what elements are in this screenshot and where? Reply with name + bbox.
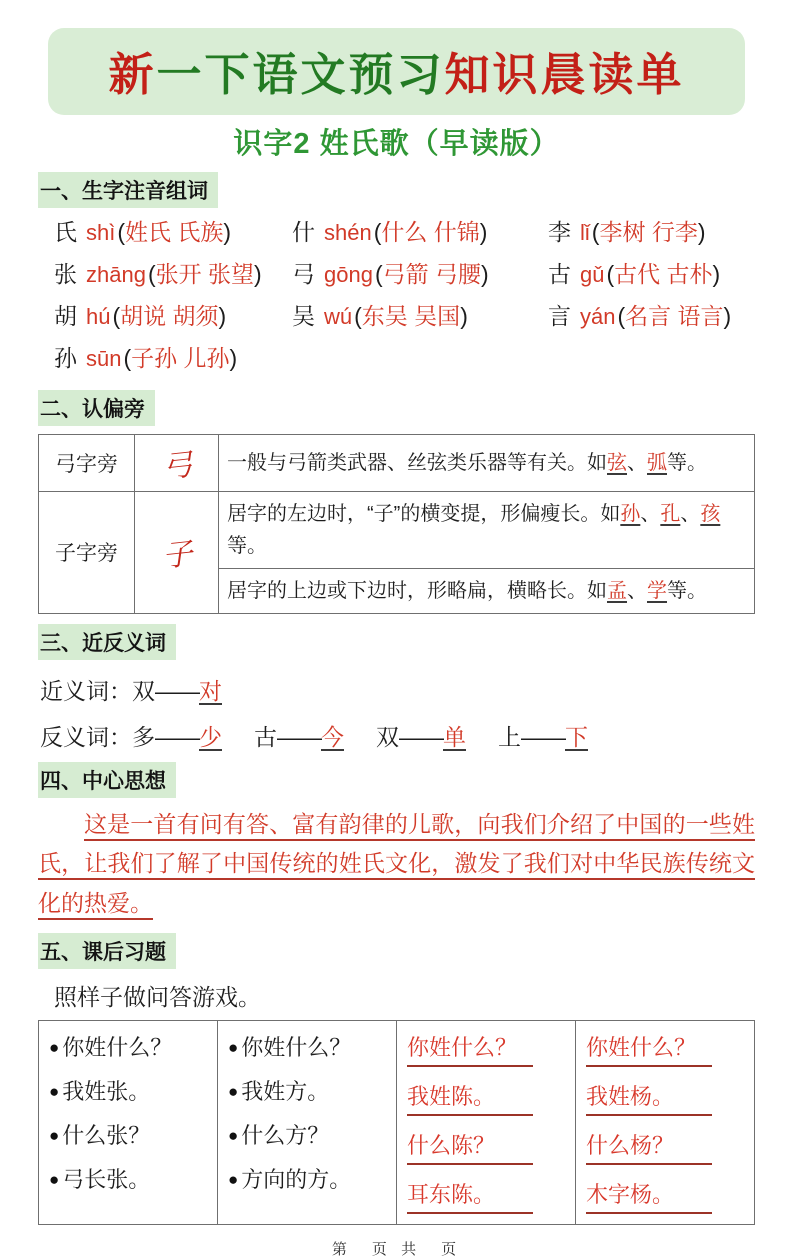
paren-close: )	[229, 344, 238, 371]
radical-name: 弓字旁	[39, 434, 135, 491]
example-char: 孔	[660, 502, 681, 525]
word-pair	[254, 724, 344, 750]
pair-word-b: 今	[321, 723, 344, 750]
qa-line	[49, 1031, 211, 1062]
qa-line	[586, 1178, 748, 1214]
section-1-heading: 一、生字注音组词	[38, 172, 218, 208]
paren-open: (	[617, 302, 626, 329]
qa-column-example-2	[218, 1021, 397, 1225]
vocab-entry	[54, 302, 292, 332]
qa-text: 什么方？	[241, 1123, 330, 1149]
pair-word-a: 古	[254, 723, 277, 750]
vocab-pinyin: hú	[86, 303, 111, 329]
qa-answer-text: 你姓什么？	[407, 1031, 533, 1067]
antonyms-label: 反义词：	[40, 723, 132, 750]
qa-column-answer-2	[576, 1021, 755, 1225]
vocab-char: 李	[548, 219, 571, 245]
bullet-icon: ●	[228, 1170, 239, 1190]
bullet-icon: ●	[49, 1126, 60, 1146]
title-banner	[48, 28, 745, 115]
paren-close: )	[223, 219, 232, 245]
vocab-pinyin: sūn	[86, 345, 122, 371]
paren-open: (	[354, 302, 362, 329]
section-5-heading: 五、课后习题	[38, 933, 176, 969]
qa-answer-text: 我姓陈。	[407, 1080, 533, 1116]
section-1	[38, 162, 755, 374]
central-idea-paragraph: 这是一首有问有答、富有韵律的儿歌，向我们介绍了中国的一些姓氏，让我们了解了中国传统的姓氏文化，激发了我们对中华民族传统文化的热爱。	[38, 810, 755, 916]
radical-glyph: 子	[160, 536, 194, 575]
example-char: 孙	[620, 502, 641, 525]
pair-word-a: 双	[132, 677, 155, 704]
worksheet-page	[0, 28, 793, 1259]
vocab-entry	[54, 260, 292, 290]
vocab-entry	[292, 260, 548, 290]
desc-text: 等。	[667, 579, 707, 602]
vocab-words: 名言 语言	[625, 302, 724, 329]
pair-dash: ——	[155, 677, 199, 704]
word-pair	[376, 724, 466, 750]
title-part-red-2: 知识晨读单	[444, 49, 685, 100]
qa-line	[228, 1031, 390, 1062]
example-char: 孩	[700, 502, 721, 525]
radical-glyph-cell	[135, 434, 219, 491]
vocab-words: 胡说 胡须	[120, 302, 219, 329]
bullet-icon: ●	[228, 1038, 239, 1058]
vocab-char: 言	[548, 302, 571, 329]
vocab-char: 张	[54, 260, 77, 287]
section-5	[38, 923, 755, 1225]
example-char: 学	[647, 579, 667, 602]
paren-close: )	[460, 302, 468, 329]
qa-column-example-1	[39, 1021, 218, 1225]
title-part-red-1: 新	[108, 49, 157, 100]
radical-glyph-cell	[135, 491, 219, 613]
title-part-green: 一下语文预习	[156, 49, 445, 100]
vocab-words: 东吴 吴国	[361, 302, 461, 329]
bullet-icon: ●	[49, 1082, 60, 1102]
qa-text: 什么张？	[62, 1123, 151, 1149]
paren-close: )	[479, 219, 488, 245]
qa-line	[586, 1031, 748, 1067]
vocab-pinyin: lǐ	[580, 220, 590, 245]
qa-line	[586, 1080, 748, 1116]
vocab-words: 弓箭 弓腰	[382, 260, 482, 287]
qa-line	[49, 1075, 211, 1106]
pair-word-b: 对	[199, 677, 222, 704]
qa-line	[407, 1178, 569, 1214]
qa-column-answer-1	[397, 1021, 576, 1225]
section-3-heading: 三、近反义词	[38, 624, 176, 660]
vocab-words: 什么 什锦	[381, 219, 480, 245]
qa-text: 我姓张。	[62, 1079, 151, 1105]
desc-text: 、	[680, 502, 701, 525]
vocab-words: 李树 行李	[599, 219, 698, 245]
lesson-subtitle: 识字2 姓氏歌（早读版）	[233, 128, 560, 160]
vocab-pinyin: yán	[580, 303, 616, 329]
desc-text: 、	[640, 502, 661, 525]
radical-description	[219, 434, 755, 491]
desc-text: 等。	[667, 451, 707, 474]
desc-text: 居字的上边或下边时，形略扁，横略长。如	[227, 579, 607, 602]
pair-dash: ——	[155, 723, 199, 750]
qa-table	[38, 1020, 755, 1225]
paren-open: (	[112, 302, 121, 329]
paren-close: )	[697, 219, 706, 245]
table-row	[39, 491, 755, 568]
antonyms-line	[40, 719, 755, 752]
synonyms-label: 近义词：	[40, 677, 132, 704]
qa-answer-text: 什么陈？	[407, 1129, 533, 1165]
paren-open: (	[606, 260, 615, 287]
vocab-pinyin: shì	[86, 220, 116, 245]
pair-dash: ——	[521, 723, 565, 750]
pair-word-b: 下	[565, 723, 588, 750]
bullet-icon: ●	[49, 1038, 60, 1058]
vocab-pinyin: wú	[324, 303, 353, 329]
word-pair	[498, 724, 588, 750]
qa-text: 弓长张。	[62, 1167, 151, 1193]
qa-answer-text: 我姓杨。	[586, 1080, 712, 1116]
radical-glyph: 弓	[160, 447, 194, 486]
qa-line	[407, 1031, 569, 1067]
pair-word-b: 单	[443, 723, 466, 750]
radical-name: 子字旁	[39, 491, 135, 613]
section-3	[38, 614, 755, 752]
vocab-entry	[292, 218, 548, 248]
pair-word-a: 上	[498, 723, 521, 750]
qa-line	[49, 1163, 211, 1194]
desc-text: 、	[627, 451, 647, 474]
vocab-char: 胡	[54, 302, 77, 329]
desc-text: 一般与弓箭类武器、丝弦类乐器等有关。如	[227, 451, 607, 474]
synonyms-line	[40, 673, 755, 706]
paren-open: (	[123, 344, 132, 371]
pair-dash: ——	[277, 723, 321, 750]
vocab-pinyin: zhāng	[86, 261, 146, 287]
section-4	[38, 752, 755, 924]
qa-text: 我姓方。	[241, 1079, 330, 1105]
pair-word-a: 多	[132, 723, 155, 750]
qa-line	[586, 1129, 748, 1165]
exercise-instruction: 照样子做问答游戏。	[54, 984, 261, 1011]
vocab-entry	[292, 302, 548, 332]
qa-answer-text: 什么杨？	[586, 1129, 712, 1165]
page-footer: 第 页 共 页	[331, 1241, 462, 1259]
radical-description	[219, 491, 755, 568]
vocab-char: 吴	[292, 302, 315, 329]
paren-close: )	[723, 302, 732, 329]
vocab-pinyin: gōng	[324, 261, 373, 287]
vocab-grid	[54, 218, 755, 374]
paren-open: (	[117, 219, 126, 245]
paren-open: (	[374, 260, 383, 287]
bullet-icon: ●	[228, 1082, 239, 1102]
paren-close: )	[712, 260, 721, 287]
qa-answer-text: 耳东陈。	[407, 1178, 533, 1214]
section-4-heading: 四、中心思想	[38, 762, 176, 798]
vocab-entry	[54, 218, 292, 248]
example-char: 弦	[607, 451, 627, 474]
vocab-entry	[54, 344, 292, 374]
table-row	[39, 434, 755, 491]
paren-open: (	[591, 219, 600, 245]
desc-text: 等。	[227, 534, 267, 557]
vocab-char: 什	[292, 219, 315, 245]
vocab-pinyin: shén	[324, 220, 372, 245]
qa-answer-text: 你姓什么？	[586, 1031, 712, 1067]
paren-open: (	[373, 219, 382, 245]
desc-text: 、	[627, 579, 647, 602]
vocab-pinyin: gǔ	[580, 261, 605, 287]
vocab-char: 孙	[54, 344, 77, 371]
example-char: 弧	[647, 451, 667, 474]
word-pair	[132, 724, 222, 750]
section-2-heading: 二、认偏旁	[38, 390, 155, 426]
vocab-words: 姓氏 氏族	[125, 219, 224, 245]
bullet-icon: ●	[49, 1170, 60, 1190]
paren-close: )	[481, 260, 489, 287]
vocab-words: 古代 古朴	[614, 260, 713, 287]
qa-line	[228, 1119, 390, 1150]
qa-line	[407, 1129, 569, 1165]
bullet-icon: ●	[228, 1126, 239, 1146]
paren-close: )	[254, 260, 262, 287]
vocab-entry	[548, 302, 755, 332]
pair-word-a: 双	[376, 723, 399, 750]
qa-line	[228, 1163, 390, 1194]
vocab-entry	[548, 260, 755, 290]
vocab-char: 古	[548, 260, 571, 287]
paren-close: )	[218, 302, 227, 329]
qa-text: 你姓什么？	[241, 1035, 352, 1061]
table-row	[39, 1021, 755, 1225]
example-char: 孟	[607, 579, 627, 602]
vocab-char: 弓	[292, 260, 315, 287]
vocab-char: 氏	[54, 219, 77, 245]
pair-dash: ——	[399, 723, 443, 750]
vocab-entry	[548, 218, 755, 248]
section-2	[38, 380, 755, 614]
qa-line	[49, 1119, 211, 1150]
qa-line	[407, 1080, 569, 1116]
paren-open: (	[147, 260, 156, 287]
qa-text: 方向的方。	[241, 1167, 352, 1193]
radicals-table	[38, 434, 755, 614]
radical-description	[219, 568, 755, 613]
qa-text: 你姓什么？	[62, 1035, 173, 1061]
qa-line	[228, 1075, 390, 1106]
qa-answer-text: 木字杨。	[586, 1178, 712, 1214]
pair-word-b: 少	[199, 723, 222, 750]
vocab-words: 子孙 儿孙	[131, 344, 230, 371]
word-pair	[132, 678, 222, 704]
desc-text: 居字的左边时，“子”的横变提，形偏瘦长。如	[227, 502, 621, 525]
vocab-words: 张开 张望	[155, 260, 255, 287]
